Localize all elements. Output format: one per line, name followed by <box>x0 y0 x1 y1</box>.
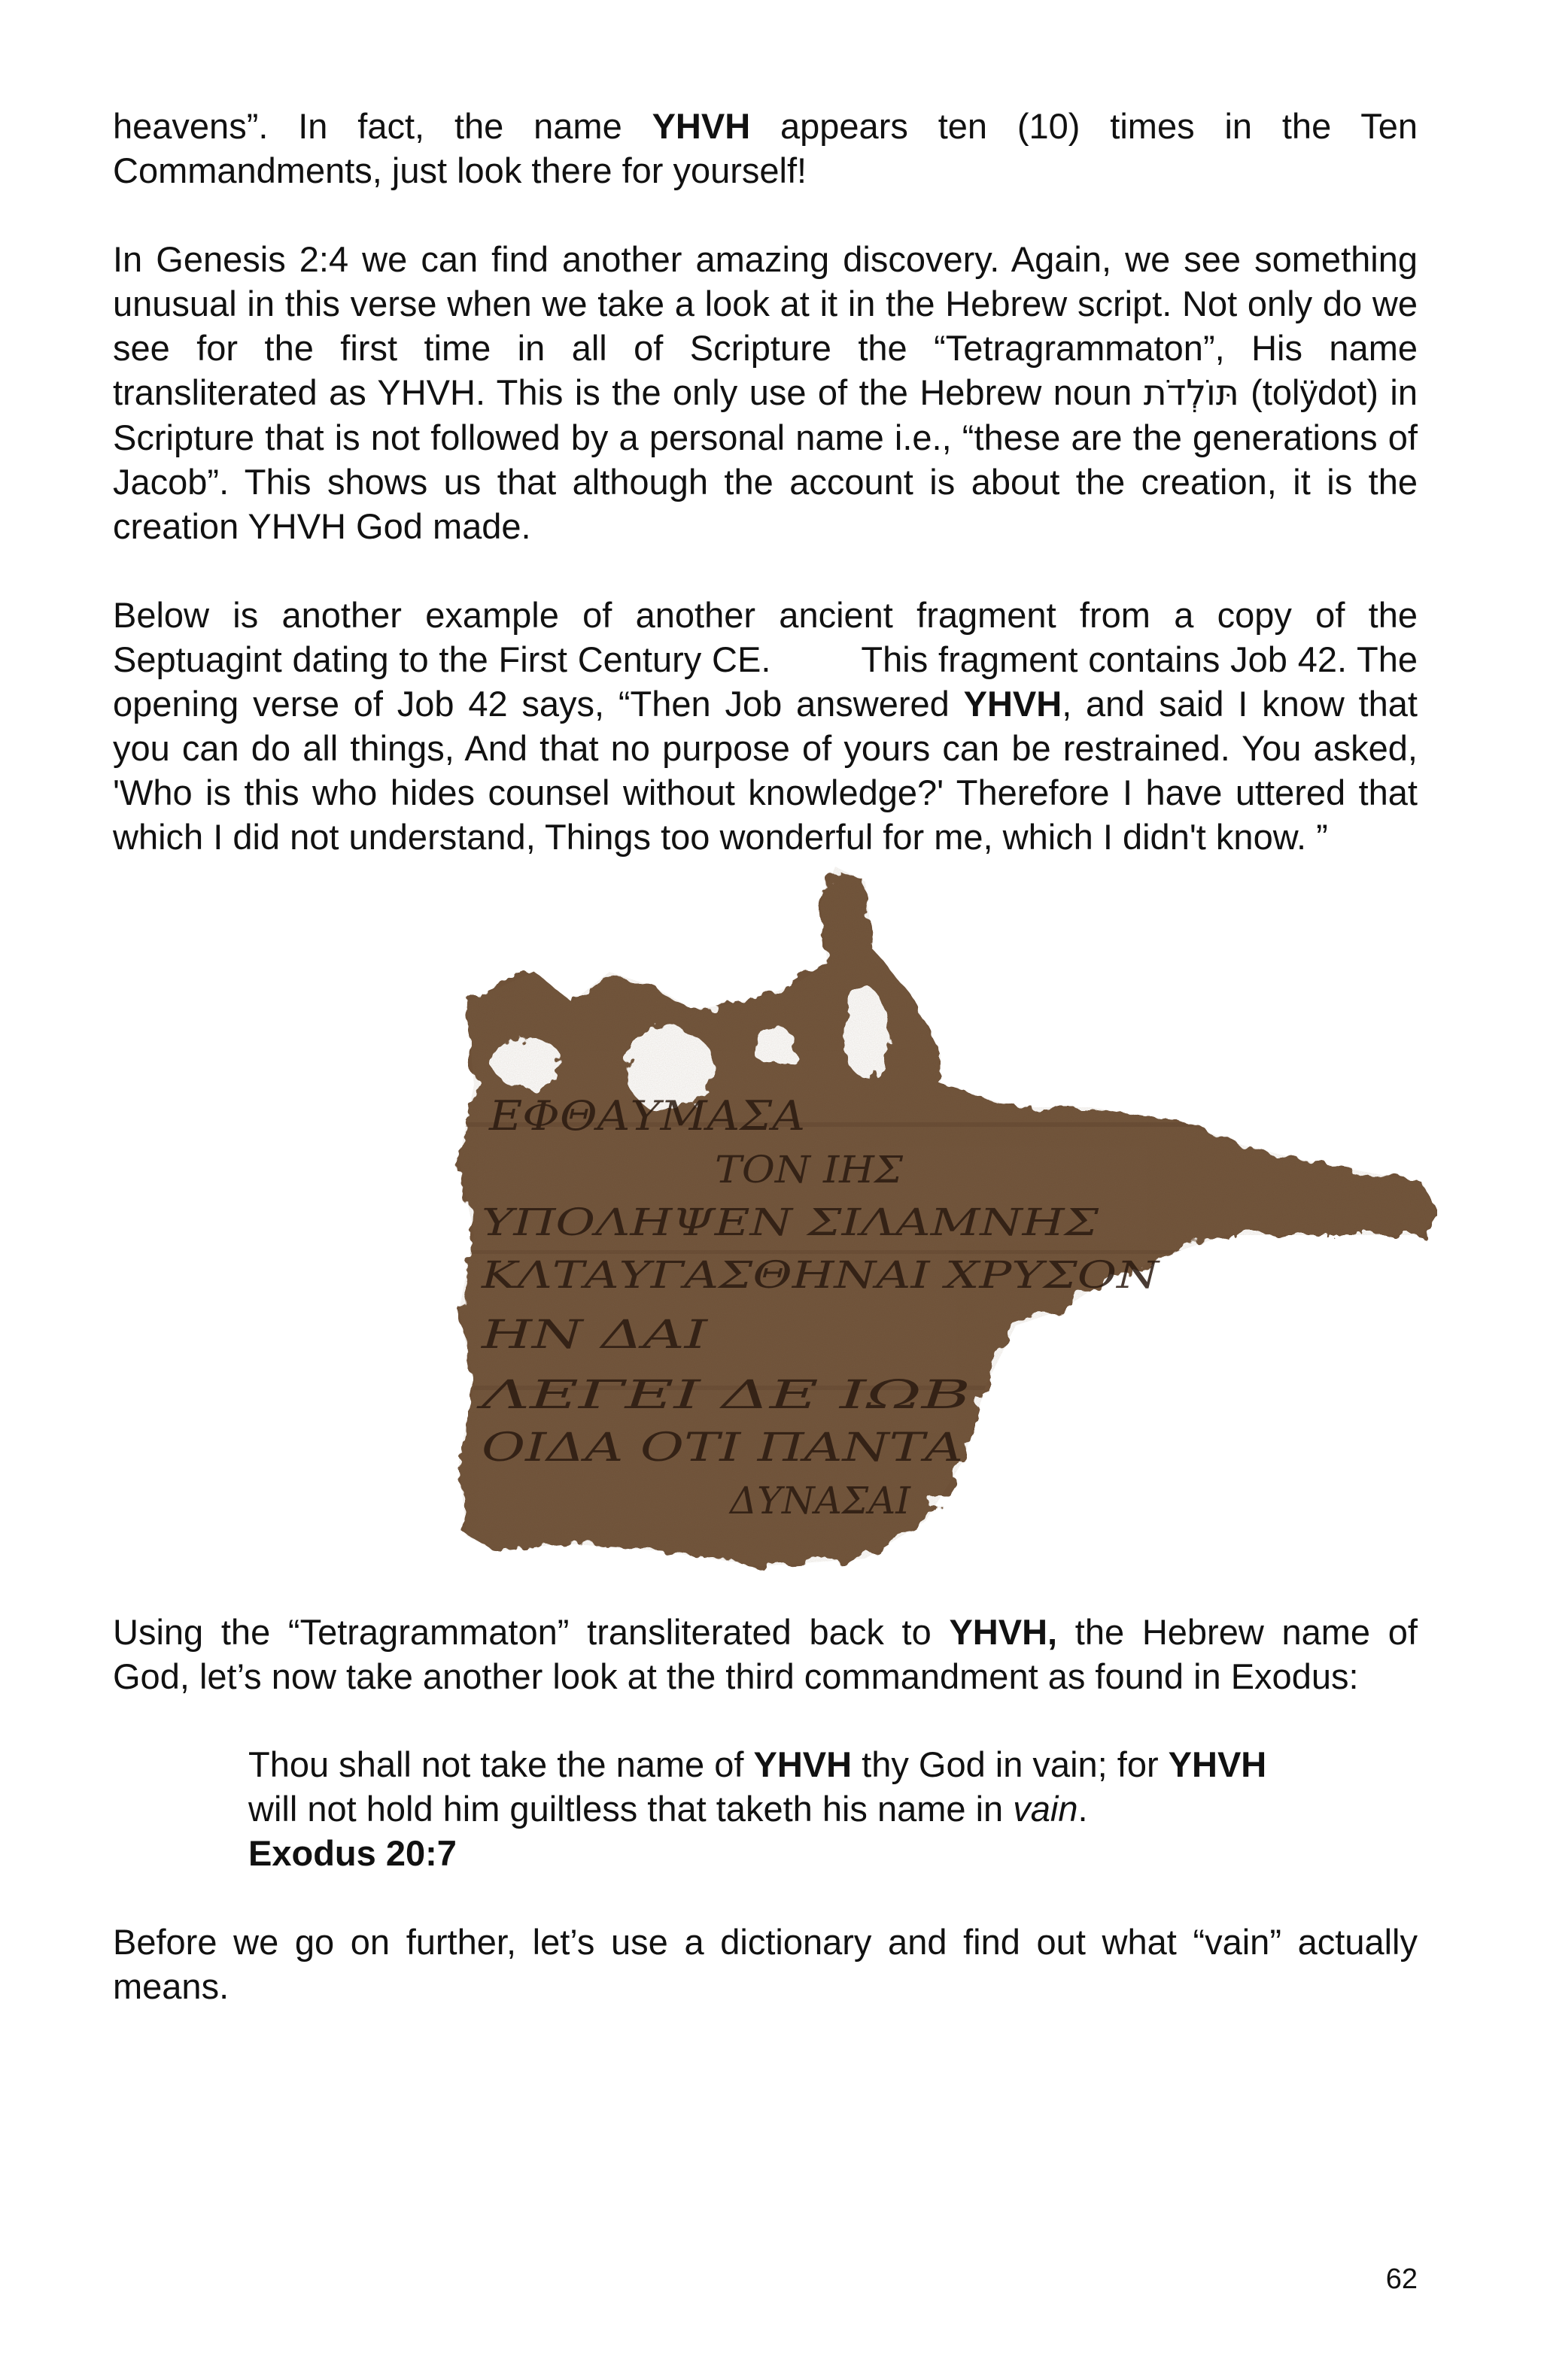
paragraph-genesis <box>113 237 1418 548</box>
paragraph-septuagint <box>113 593 1418 859</box>
greek-line: ΥΠΟΛΗΨΕΝ ΣΙΛΑΜΝΗΣ <box>482 1201 1099 1244</box>
greek-line: ΤΟΝ ΙΗΣ <box>715 1148 904 1192</box>
text-run: Before we go on further, let’s use a dictionary and find out what “vain” actually means. <box>113 1922 1418 2006</box>
page-number: 62 <box>1385 2263 1418 2295</box>
bold-yhvh: YHVH <box>1168 1744 1267 1784</box>
greek-line: ΔΥΝΑΣΑΙ <box>728 1479 912 1522</box>
greek-line: ΕΦΘΑΥΜΑΣΑ <box>488 1092 805 1140</box>
text-run: heavens”. In fact, the name <box>113 106 652 146</box>
papyrus-fragment-figure <box>113 859 1418 1596</box>
papyrus-fragment-image <box>339 859 1437 1596</box>
text-run: the Hebrew name of God, let’s now take another look at the third commandment as found in Exodus: <box>113 1612 1418 1696</box>
paragraph-tetragrammaton <box>113 1610 1418 1698</box>
paragraph-vain <box>113 1920 1418 2008</box>
bold-yhvh: YHVH, <box>949 1612 1058 1652</box>
document-page <box>113 104 1418 2008</box>
text-run: appears ten (10) times in the Ten Commandments, just look there for yourself! <box>113 106 1418 190</box>
greek-line: ΚΛΤΑΥΓΑΣΘΗΝΑΙ ΧΡΥΣΟΝ <box>480 1253 1161 1297</box>
quote-text: Thou shall not take the name of YHVH thy God in vain; for YHVH will not hold him guiltless that taketh his name in vain. <box>248 1744 1267 1829</box>
text-run: Below is another example of another ancient fragment from a copy of the Septuagint dating to the First Century CE. <box>113 595 1418 679</box>
greek-line: ΛΕΓΕΙ ΔΕ ΙΩΒ <box>476 1373 971 1418</box>
text-run: , and said I know that you can do all things, And that no purpose of yours can be restrained. You asked, 'Who is this who hides counsel without knowledge?' Therefore I have uttered that which I did not understand, Things too wonderful for me, which I didn't know. ” <box>113 684 1418 857</box>
italic-vain: vain <box>1013 1789 1078 1829</box>
text-run: This fragment contains Job 42. The opening verse of Job 42 says, “Then Job answered <box>113 639 1418 724</box>
bold-yhvh: YHVH <box>753 1744 853 1784</box>
text-run: (tolÿdot) in Scripture that is not followed by a personal name i.e., “these are the generations of Jacob”. This shows us that although the account is about the creation, it is the creation YHVH God made. <box>113 372 1418 546</box>
bold-yhvh: YHVH <box>652 106 751 146</box>
bold-yhvh: YHVH <box>963 684 1062 724</box>
quote-citation: Exodus 20:7 <box>248 1833 457 1873</box>
block-quote-exodus <box>248 1742 1302 1875</box>
text-run: Using the “Tetragrammaton” transliterated back to <box>113 1612 950 1652</box>
hebrew-word: תּוֹלְדֹת <box>1143 372 1239 414</box>
greek-line: ΟΙΔΑ ΟΤΙ ΠΑΝΤΑ <box>482 1425 963 1471</box>
paragraph-ten-commandments <box>113 104 1418 193</box>
text-run: In Genesis 2:4 we can find another amazing discovery. Again, we see something unusual in this verse when we take a look at it in the Hebrew script. Not only do we see for the first time in all of Scripture the “Tetragrammaton”, His name transliterated as YHVH. This is the only use of the Hebrew noun <box>113 239 1418 412</box>
greek-line: ΗΝ ΔΑΙ <box>480 1313 710 1358</box>
